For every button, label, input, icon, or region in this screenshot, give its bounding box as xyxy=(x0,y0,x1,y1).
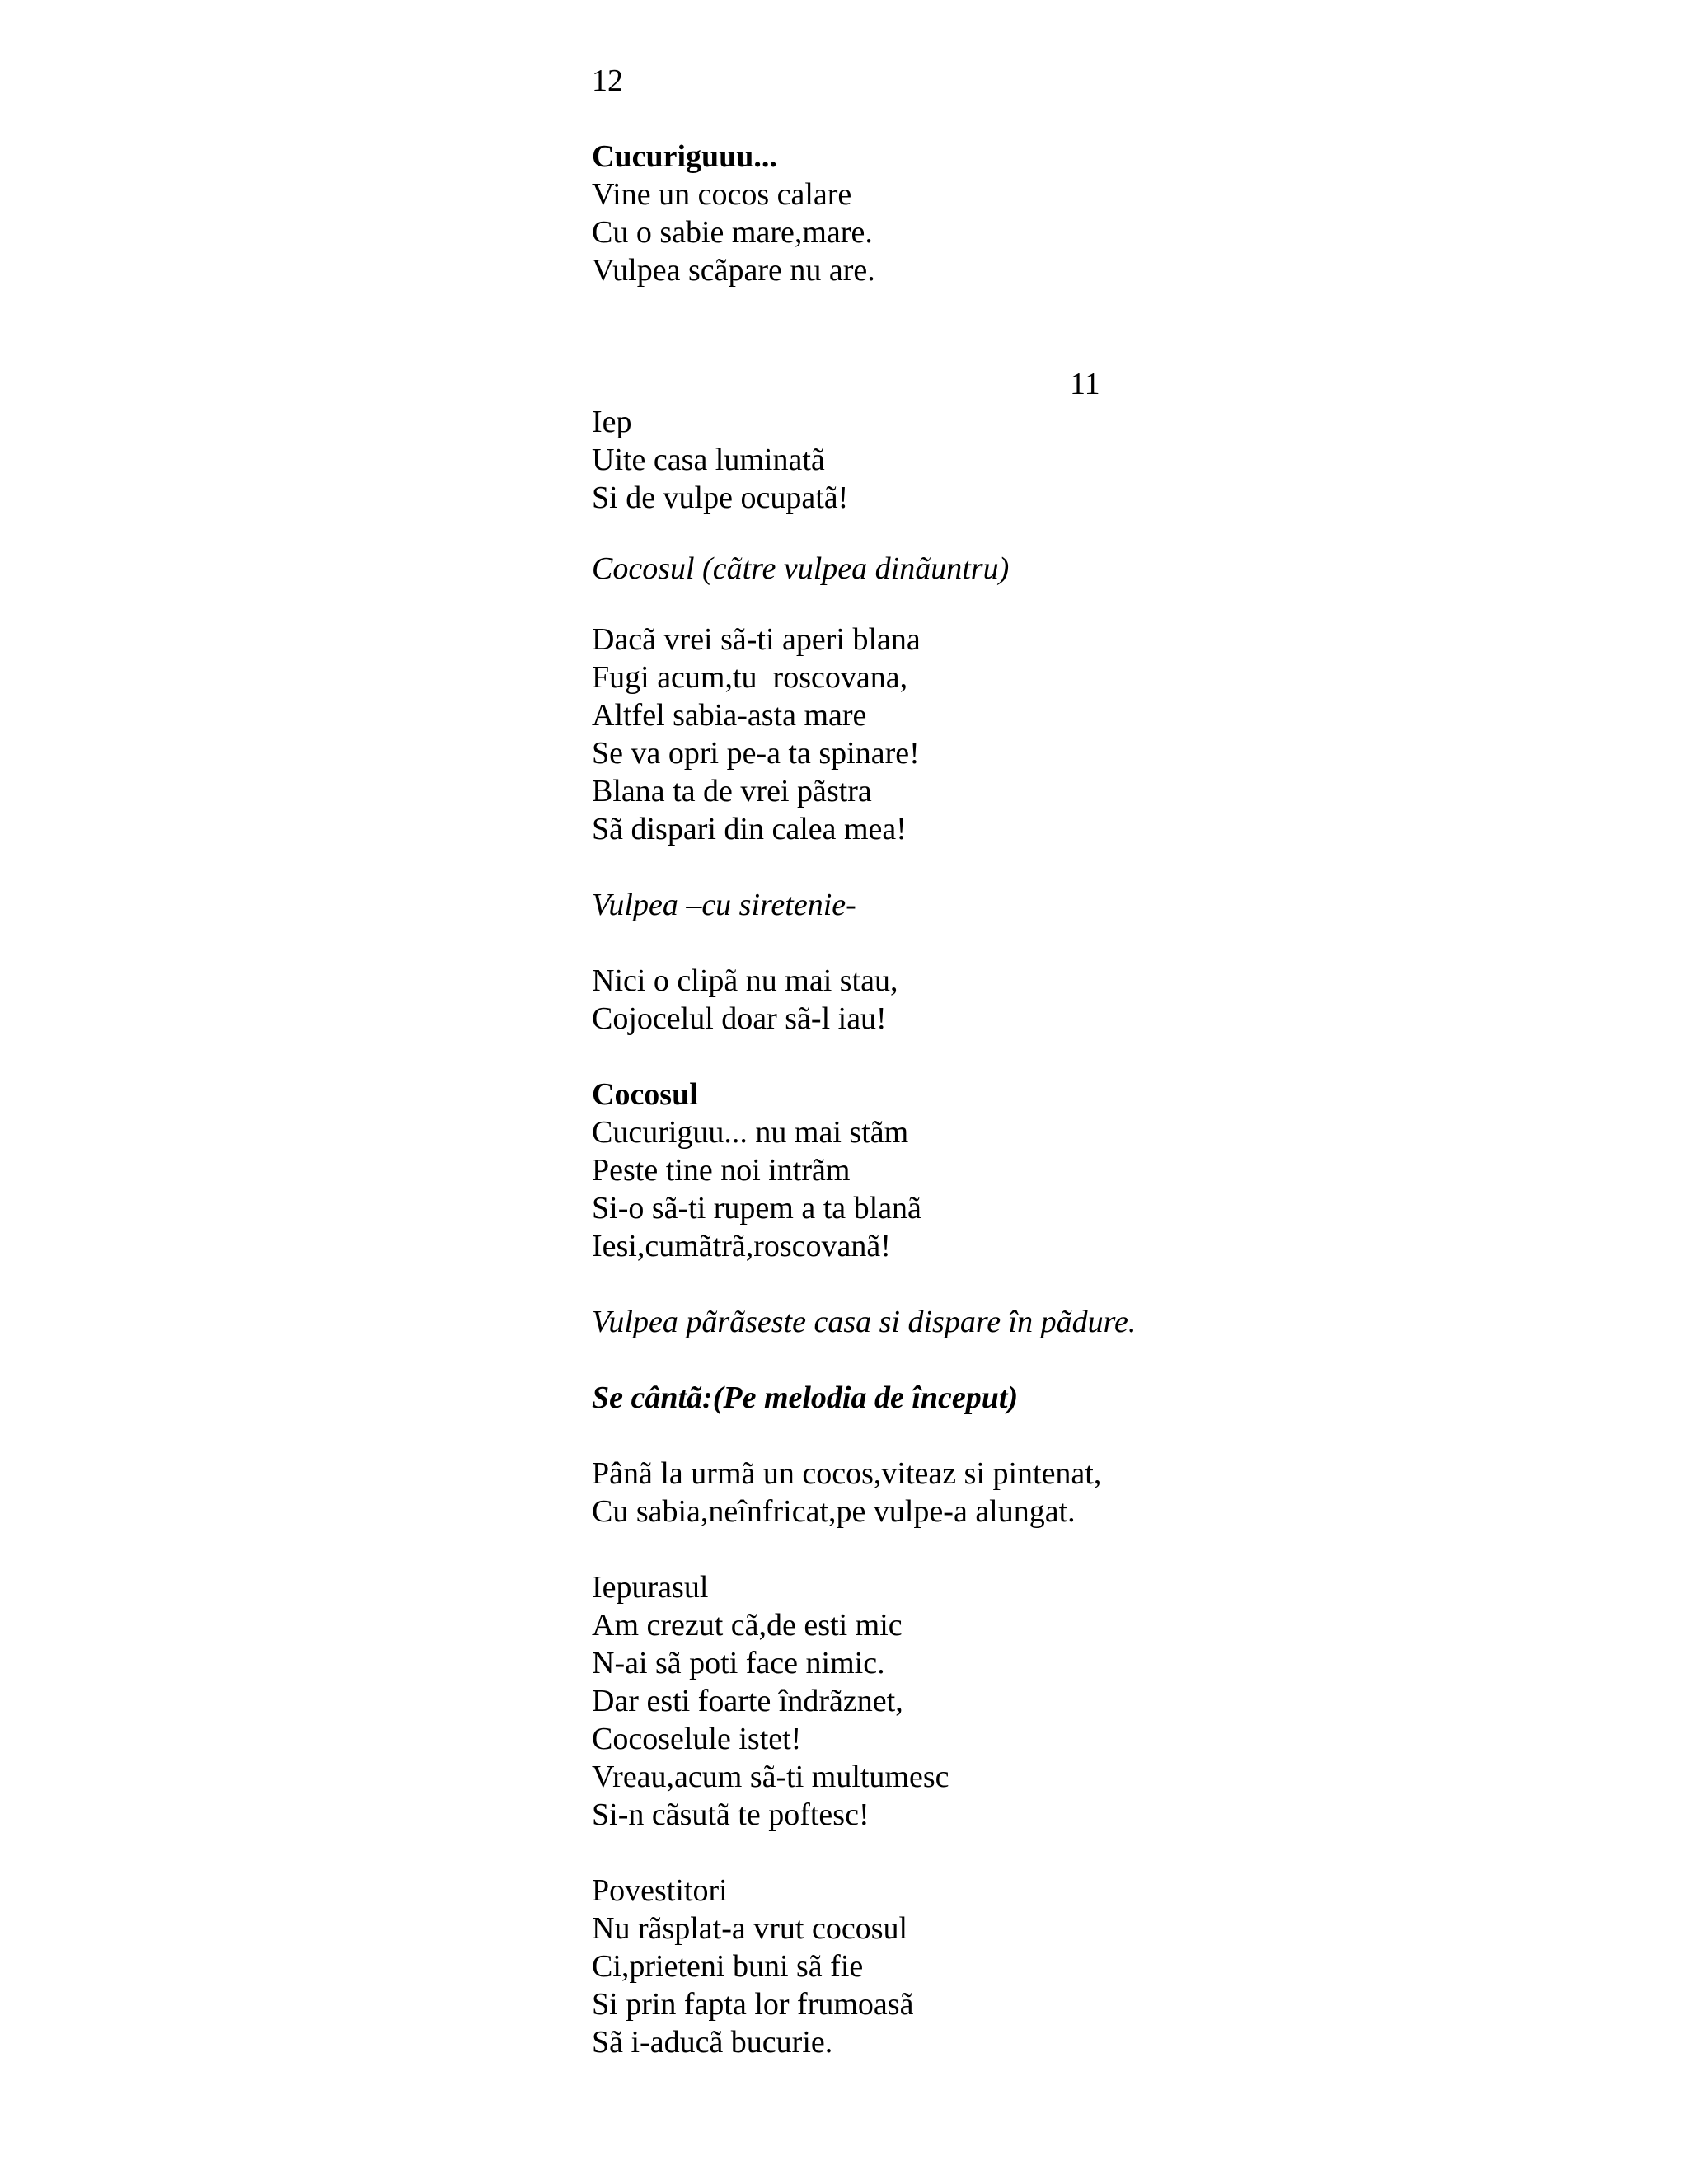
speaker-iep: Iep xyxy=(592,405,632,439)
verse-line: Blana ta de vrei pãstra xyxy=(592,774,872,808)
verse-line: Cucuriguu... nu mai stãm xyxy=(592,1115,909,1150)
verse-line: Cu o sabie mare,mare. xyxy=(592,215,873,250)
verse-line: Am crezut cã,de esti mic xyxy=(592,1608,903,1643)
page-number-middle: 11 xyxy=(1070,367,1100,401)
verse-line: Dar esti foarte îndrãznet, xyxy=(592,1684,903,1718)
verse-line: Fugi acum,tu roscovana, xyxy=(592,660,908,695)
speaker-povestitori: Povestitori xyxy=(592,1873,728,1908)
verse-line: Sã i-aducã bucurie. xyxy=(592,2025,833,2060)
verse-line: Nu rãsplat-a vrut cocosul xyxy=(592,1911,908,1946)
verse-line: Nici o clipã nu mai stau, xyxy=(592,963,898,998)
verse-line: Ci,prieteni buni sã fie xyxy=(592,1949,864,1984)
song-line: Cu sabia,neînfricat,pe vulpe-a alungat. xyxy=(592,1494,1076,1529)
verse-line: Peste tine noi intrãm xyxy=(592,1153,851,1188)
stage-direction-vulpea: Vulpea –cu siretenie- xyxy=(592,888,856,922)
page-number-top: 12 xyxy=(592,63,623,98)
verse-line: Dacã vrei sã-ti aperi blana xyxy=(592,622,921,657)
verse-line: Si prin fapta lor frumoasã xyxy=(592,1987,914,2022)
verse-line: Si-o sã-ti rupem a ta blanã xyxy=(592,1191,921,1226)
stage-direction-sing: Se cântã:(Pe melodia de început) xyxy=(592,1380,1019,1415)
verse-line: Sã dispari din calea mea! xyxy=(592,812,907,846)
verse-line: Si de vulpe ocupatã! xyxy=(592,480,849,515)
verse-line: Altfel sabia-asta mare xyxy=(592,698,867,733)
verse-line: Uite casa luminatã xyxy=(592,443,825,477)
verse-line: Si-n cãsutã te poftesc! xyxy=(592,1797,870,1832)
verse-line: Iesi,cumãtrã,roscovanã! xyxy=(592,1229,891,1263)
heading-cucuriguuu: Cucuriguuu... xyxy=(592,139,777,174)
verse-line: Cocoselule istet! xyxy=(592,1722,802,1756)
stage-direction-cocosul: Cocosul (cãtre vulpea dinãuntru) xyxy=(592,551,1010,586)
verse-line: Se va opri pe-a ta spinare! xyxy=(592,736,920,771)
speaker-iepurasul: Iepurasul xyxy=(592,1570,709,1605)
verse-line: N-ai sã poti face nimic. xyxy=(592,1646,885,1680)
verse-line: Cojocelul doar sã-l iau! xyxy=(592,1001,887,1036)
verse-line: Vreau,acum sã-ti multumesc xyxy=(592,1760,950,1794)
speaker-cocosul: Cocosul xyxy=(592,1077,698,1112)
stage-direction-leaves: Vulpea pãrãseste casa si dispare în pãdure. xyxy=(592,1305,1137,1339)
verse-line: Vulpea scãpare nu are. xyxy=(592,253,875,288)
song-line: Pânã la urmã un cocos,viteaz si pintenat, xyxy=(592,1456,1102,1491)
verse-line: Vine un cocos calare xyxy=(592,177,852,212)
